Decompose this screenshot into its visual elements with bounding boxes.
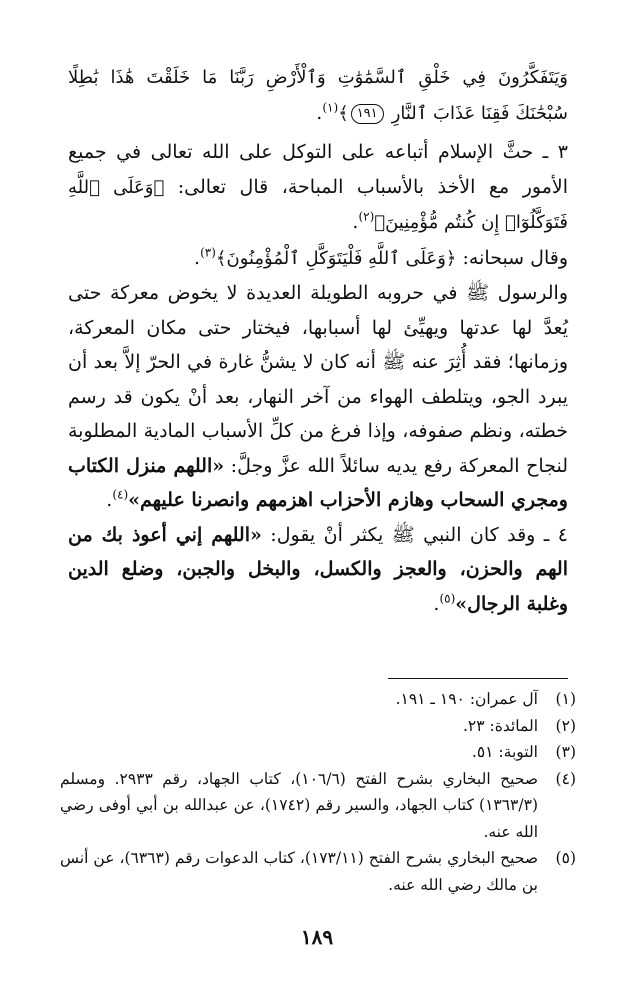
quran-verse: ﴿وَعَلَى ٱللَّهِ فَلْيَتَوَكَّلِ ٱلْمُؤْمِنُونَ﴾ <box>215 247 457 269</box>
footnote-item <box>60 713 576 740</box>
paragraph-4 <box>68 518 568 622</box>
footnote-ref: (٤) <box>112 487 129 502</box>
paragraph-verse-2 <box>68 241 568 277</box>
main-text <box>68 60 568 621</box>
footnote-text: صحيح البخاري بشرح الفتح (١٠٦/٦)، كتاب الجهاد، رقم ٢٩٣٣. ومسلم (١٣٦٣/٣) كتاب الجهاد، والسير رقم (١٧٤٢)، عن عبدالله بن أبي أوفى رضي الله عنه. <box>60 769 538 841</box>
paragraph-text: ٤ ـ وقد كان النبي ﷺ يكثر أنْ يقول: <box>261 523 568 546</box>
footnote-number: (٤) <box>555 769 576 788</box>
paragraph-text: ٣ ـ حثَّ الإسلام أتباعه على التوكل على الله تعالى في جميع الأمور مع الأخذ بالأسباب المباحة، قال تعالى: <box>68 141 568 198</box>
hadith-quote: «اللهم منزل الكتاب ومجري السحاب وهازم الأحزاب اهزمهم وانصرنا عليهم» <box>68 454 568 511</box>
period: . <box>106 489 113 511</box>
ayah-number: ١٩١ <box>351 104 384 124</box>
footnote-item <box>60 766 576 846</box>
footnote-item <box>60 739 576 766</box>
paragraph-text: والرسول ﷺ في حروبه الطويلة العديدة لا يخوض معركة حتى يُعدَّ لها عدتها ويهيِّئ لها أسبابها، فيختار حتى مكان المعركة، وزمانها؛ فقد أُثِرَ عنه ﷺ أنه كان لا يشنُّ غارة في الحرّ إلاَّ بعد أن يبرد الجو، ويتلطف الهواء من آخر النهار، بعد أنْ يكون قد رسم خطته، ونظم صفوفه، وإذا فرغ من كلِّ الأسباب المادية المطلوبة لنجاح المعركة رفع يديه سائلاً الله عزَّ وجلَّ: <box>68 282 568 477</box>
footnote-text: آل عمران: ١٩٠ ـ ١٩١. <box>395 690 538 708</box>
hadith-quote: «اللهم إني أعوذ بك من الهم والحزن، والعجز والكسل، والبخل والجبن، وضلع الدين وغلبة الرجال» <box>68 523 568 615</box>
period: . <box>352 211 359 233</box>
quran-verse: ﴿وَعَلَى ٱللَّهِ فَتَوَكَّلُوٓا۟ إِن كُنتُم مُّؤْمِنِينَ﴾ <box>68 176 568 233</box>
paragraph-verse-continuation <box>68 60 568 131</box>
footnote-number: (٥) <box>555 849 576 867</box>
footnote-divider <box>388 678 568 679</box>
paragraph-text: وقال سبحانه: <box>456 246 568 269</box>
footnote-ref: (٣) <box>200 245 216 260</box>
footnote-ref: (٥) <box>439 591 456 606</box>
footnote-item <box>60 845 576 898</box>
quran-verse: وَيَتَفَكَّرُونَ فِي خَلْقِ ٱلسَّمَٰوَٰتِ وَٱلْأَرْضِ رَبَّنَا مَا خَلَقْتَ هَٰذَا بَٰطِلًا سُبْحَٰنَكَ فَقِنَا عَذَابَ ٱلنَّارِ <box>68 67 568 124</box>
paragraph-3 <box>68 135 568 241</box>
footnote-ref: (٢) <box>358 209 375 224</box>
footnote-item <box>60 686 576 713</box>
verse-close-bracket: ﴾ <box>338 102 349 124</box>
footnote-number: (٢) <box>555 716 576 735</box>
paragraph-messenger <box>68 276 568 518</box>
page-number: ١٨٩ <box>300 925 334 949</box>
footnote-text: التوبة: ٥١. <box>471 743 538 761</box>
period: . <box>316 101 323 124</box>
footnote-text: صحيح البخاري بشرح الفتح (١٧٣/١١)، كتاب الدعوات رقم (٦٣٦٣)، عن أنس بن مالك رضي الله عنه. <box>60 849 538 894</box>
footnote-number: (٣) <box>555 743 576 761</box>
period: . <box>194 246 201 269</box>
footnotes <box>60 686 576 898</box>
footnote-number: (١) <box>555 690 576 708</box>
period: . <box>433 592 440 615</box>
footnote-text: المائدة: ٢٣. <box>462 716 538 735</box>
footnote-ref: (١) <box>322 100 339 115</box>
